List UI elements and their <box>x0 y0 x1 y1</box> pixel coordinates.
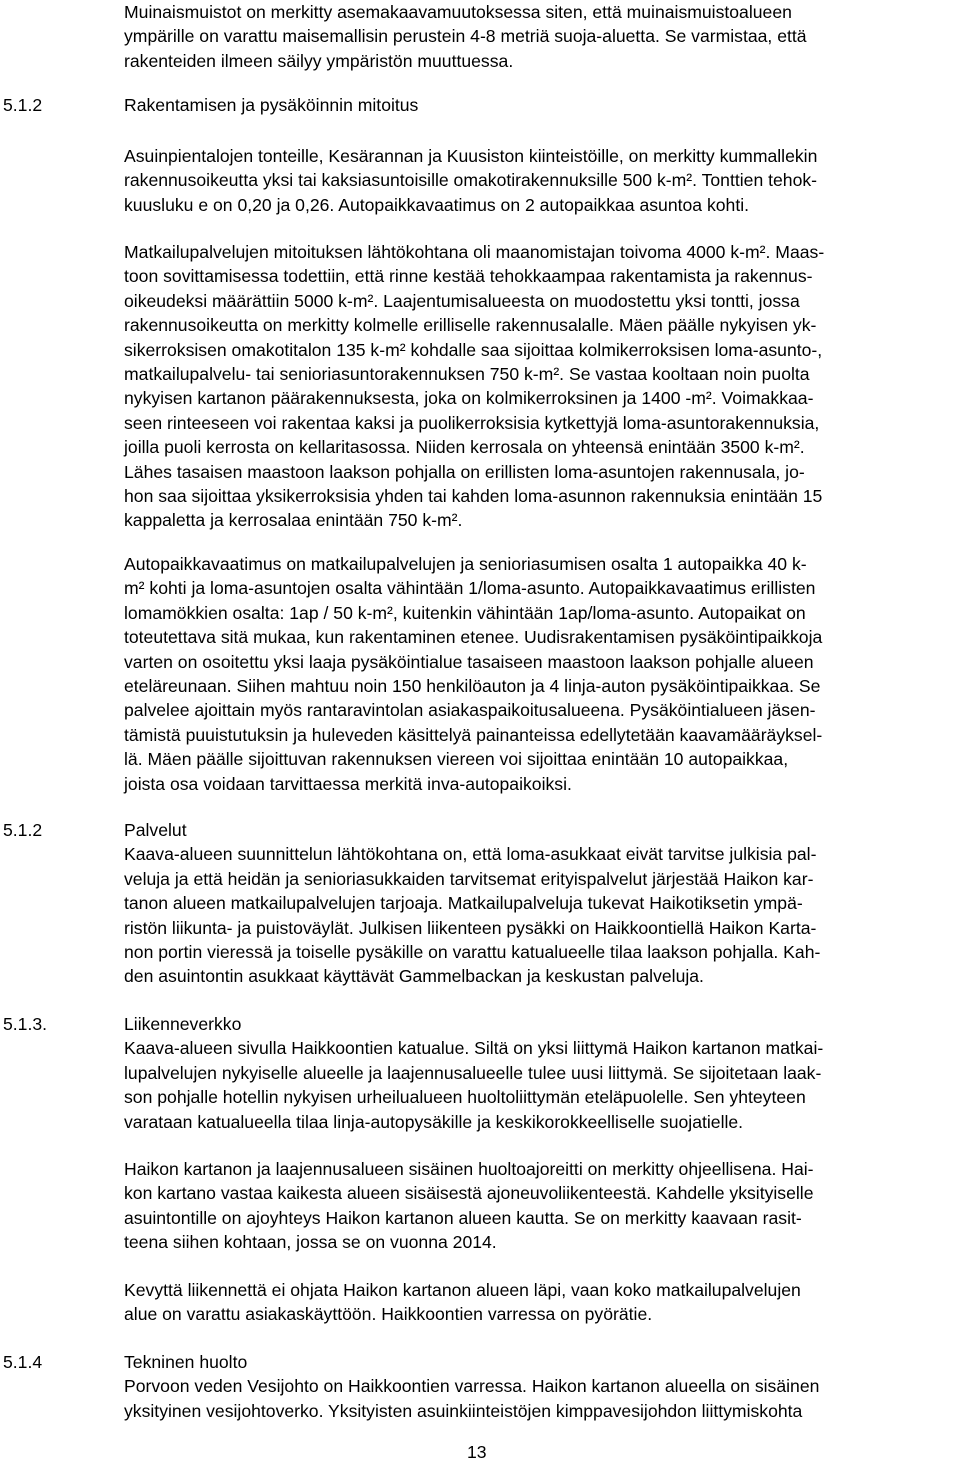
text-line: tanon alueen matkailupalvelujen tarjoaja. Matkailupalveluja tukevat Haikotiksetin ympä- <box>124 893 803 914</box>
text-line: Muinaismuistot on merkitty asemakaavamuutoksessa siten, että muinaismuistoalueen <box>124 2 792 22</box>
paragraph <box>124 240 956 533</box>
text-line: ympärille on varattu maisemallisin perustein 4-8 metriä suoja-aluetta. Se varmistaa, että <box>124 26 807 47</box>
paragraph <box>124 1157 956 1255</box>
section <box>124 818 956 989</box>
section-title: Palvelut <box>124 820 187 840</box>
text-line: asuintontille on ajoyhteys Haikon kartanon alueen kautta. Se on merkitty kaavaan rasit- <box>124 1207 802 1228</box>
text-line: Haikon kartanon ja laajennusalueen sisäinen huoltoajoreitti on merkitty ohjeellisena. Hai- <box>124 1159 814 1179</box>
text-line: Kaava-alueen sivulla Haikkoontien katualue. Siltä on yksi liittymä Haikon kartanon matkai- <box>124 1038 824 1059</box>
section-number: 5.1.2 <box>3 95 43 115</box>
text-line: rakennusoikeutta yksi tai kaksiasuntoisille omakotirakennuksille 500 k-m². Tonttien tehok- <box>124 170 818 191</box>
paragraph <box>124 144 956 217</box>
section-title: Liikenneverkko <box>124 1014 242 1034</box>
section <box>124 1012 956 1134</box>
text-line: ristön liikunta- ja puistoväylät. Julkisen liikenteen pysäkki on Haikkoontiellä Haikon Karta- <box>124 917 817 938</box>
text-line: yksityinen vesijohtoverko. Yksityisten asuinkiinteistöjen kimppavesijohdon liittymiskohta <box>124 1400 803 1421</box>
text-line: non portin vieressä ja toiselle pysäkille on varattu katualueelle tilaa laakson pohjalla. Kah- <box>124 941 821 962</box>
section-heading <box>124 93 956 117</box>
text-line: tämistä puuistutuksin ja huleveden käsittelyä painanteissa edellytetään kaavamääräyksel- <box>124 724 823 745</box>
section-title: Rakentamisen ja pysäköinnin mitoitus <box>124 95 419 115</box>
paragraph <box>124 1278 956 1327</box>
text-line: lä. Mäen päälle sijoittuvan rakennuksen viereen voi sijoittaa enintään 10 autopaikkaa, <box>124 749 789 770</box>
text-line: joista osa voidaan tarvittaessa merkitä inva-autopaikoiksi. <box>124 773 572 794</box>
text-line: varten on osoitettu yksi laaja pysäköintialue tasaiseen maastoon laakson pohjalle alueen <box>124 651 814 672</box>
text-line: m² kohti ja loma-asuntojen osalta vähintään 1/loma-asunto. Autopaikkavaatimus erillisten <box>124 578 816 599</box>
text-line: joilla puoli kerrosta on kellaritasossa. Niiden kerrosala on yhteensä enintään 3500 k-m². <box>124 437 805 458</box>
text-line: alue on varattu asiakaskäyttöön. Haikkoontien varressa on pyörätie. <box>124 1304 653 1325</box>
section <box>124 1350 956 1423</box>
text-line: eteläreunaan. Siihen mahtuu noin 150 henkilöauton ja 4 linja-auton pysäköintipaikkaa. Se <box>124 675 821 696</box>
text-line: kappaletta ja kerrosalaa enintään 750 k-m². <box>124 510 463 531</box>
text-line: nykyisen kartanon päärakennuksesta, joka on kolmikerroksinen ja 1400 -m². Voimakkaa- <box>124 388 814 409</box>
intro-paragraph <box>124 0 956 73</box>
text-line: lupalvelujen nykyiselle alueelle ja laajennusalueelle tulee uusi liittymä. Se sijoitetaan laak- <box>124 1062 822 1083</box>
text-line: palvelee ajoittain myös rantaravintolan asiakaspaikoitusalueena. Pysäköintialueen jäsen- <box>124 700 816 721</box>
text-line: lomamökkien osalta: 1ap / 50 k-m², kuitenkin vähintään 1ap/loma-asunto. Autopaikat on <box>124 602 806 623</box>
text-line: hon saa sijoittaa yksikerroksisia yhden tai kahden loma-asunnon rakennuksia enintään 15 <box>124 485 823 506</box>
section-number: 5.1.4 <box>3 1352 43 1372</box>
section-number: 5.1.2 <box>3 820 43 840</box>
text-line: Matkailupalvelujen mitoituksen lähtökohtana oli maanomistajan toivoma 4000 k-m². Maas- <box>124 242 825 262</box>
text-line: son pohjalle hotellin nykyisen urheilualueen huoltoliittymän eteläpuolelle. Sen yhteyteen <box>124 1087 806 1108</box>
section-title: Tekninen huolto <box>124 1352 248 1372</box>
section-number: 5.1.3. <box>3 1014 48 1034</box>
text-line: Kevyttä liikennettä ei ohjata Haikon kartanon alueen läpi, vaan koko matkailupalvelujen <box>124 1280 801 1300</box>
text-line: varataan katualueella tilaa linja-autopysäkille ja keskikorokkeelliselle suojatielle. <box>124 1111 744 1132</box>
text-line: kon kartano vastaa kaikesta alueen sisäisestä ajoneuvoliikenteestä. Kahdelle yksityiselle <box>124 1183 814 1204</box>
text-line: seen rinteeseen voi rakentaa kaksi ja puolikerroksisia kytkettyjä loma-asuntorakennuksia, <box>124 412 820 433</box>
text-line: rakennusoikeutta on merkitty kolmelle erilliselle rakennusalalle. Mäen päälle nykyisen yk- <box>124 315 817 336</box>
text-line: Asuinpientalojen tonteille, Kesärannan ja Kuusiston kiinteistöille, on merkitty kummallekin <box>124 146 818 166</box>
text-line: matkailupalvelu- tai senioriasuntorakennuksen 750 k-m². Se vastaa kooltaan noin puolta <box>124 363 810 384</box>
text-line: sikerroksisen omakotitalon 135 k-m² kohdalle saa sijoittaa kolmikerroksisen loma-asunto-, <box>124 339 823 360</box>
text-line: rakenteiden ilmeen säilyy ympäristön muuttuessa. <box>124 50 514 71</box>
text-line: teena siihen kohtaan, jossa se on vuonna 2014. <box>124 1232 497 1253</box>
text-line: toteutettava sitä mukaa, kun rakentaminen etenee. Uudisrakentamisen pysäköintipaikkoja <box>124 627 823 648</box>
text-line: Porvoon veden Vesijohto on Haikkoontien varressa. Haikon kartanon alueella on sisäinen <box>124 1376 820 1397</box>
text-line: toon sovittamisessa todettiin, että rinne kestää tehokkaampaa rakentamista ja rakennus- <box>124 266 813 287</box>
text-line: veluja ja että heidän ja senioriasukkaiden tarvitsemat erityispalvelut järjestää Haikon kar- <box>124 868 814 889</box>
text-line: den asuintontin asukkaat käyttävät Gammelbackan ja keskustan palveluja. <box>124 966 704 987</box>
paragraph <box>124 552 956 796</box>
text-line: kuusluku e on 0,20 ja 0,26. Autopaikkavaatimus on 2 autopaikkaa asuntoa kohti. <box>124 194 750 215</box>
text-line: Kaava-alueen suunnittelun lähtökohtana on, että loma-asukkaat eivät tarvitse julkisia pal- <box>124 844 817 865</box>
page-number: 13 <box>467 1442 487 1462</box>
text-line: oikeudeksi määrättiin 5000 k-m². Laajentumisalueesta on muodostettu yksi tontti, jossa <box>124 290 800 311</box>
text-line: Autopaikkavaatimus on matkailupalvelujen ja senioriasumisen osalta 1 autopaikka 40 k- <box>124 554 807 574</box>
text-line: Lähes tasaisen maastoon laakson pohjalla on erillisten loma-asuntojen rakennusala, jo- <box>124 461 805 482</box>
